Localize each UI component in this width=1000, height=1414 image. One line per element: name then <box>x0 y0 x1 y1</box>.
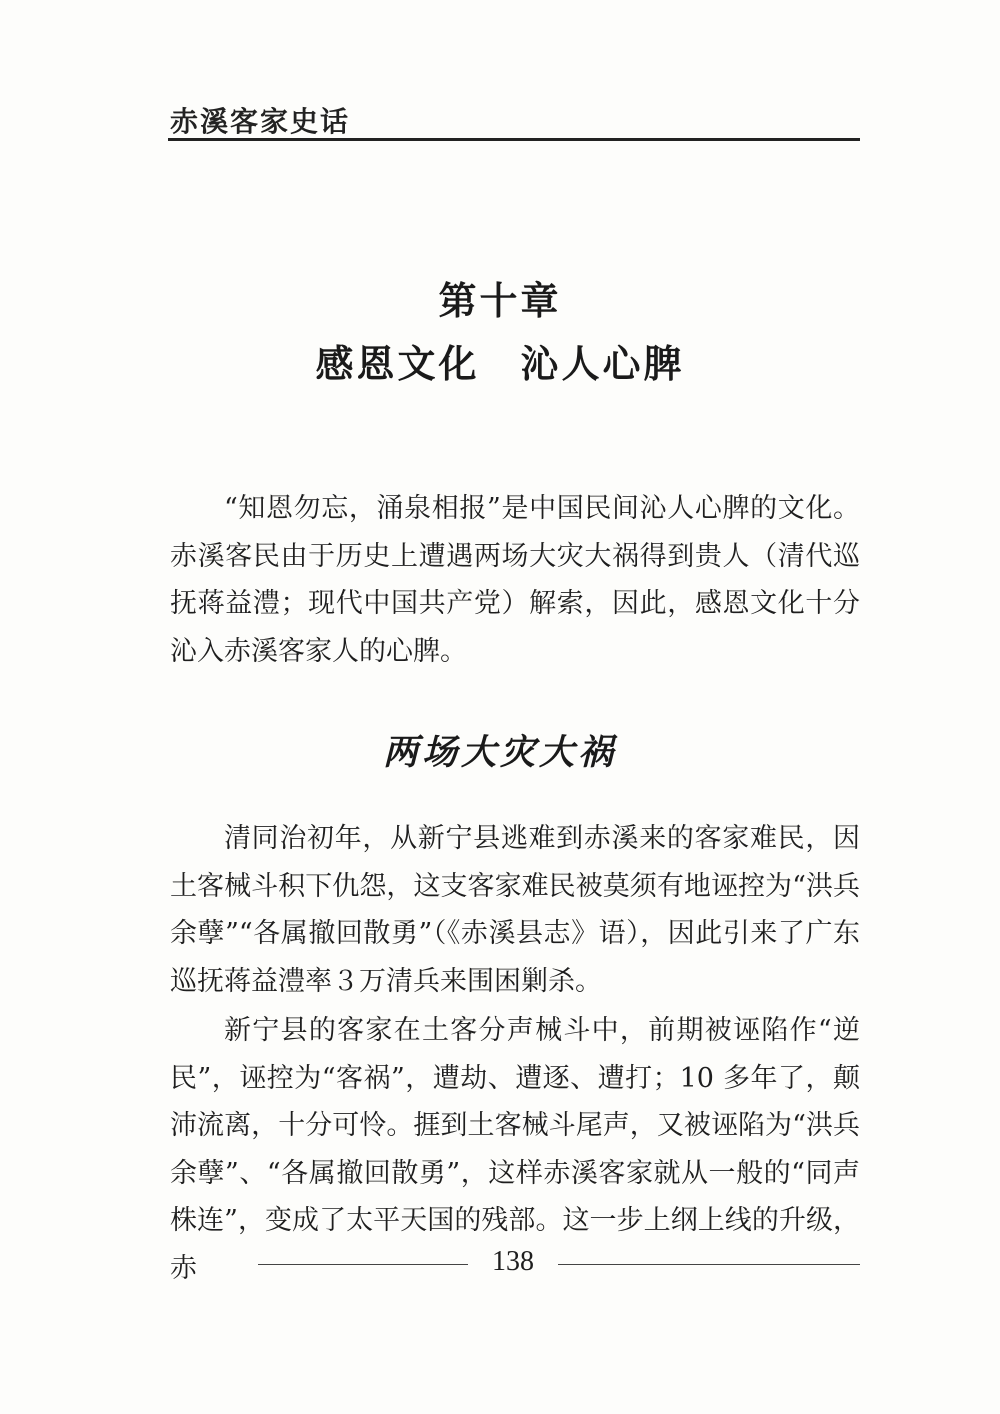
chapter-number: 第十章 <box>438 279 562 323</box>
body-paragraph: 清同治初年，从新宁县逃难到赤溪来的客家难民，因土客械斗积下仇怨，这支客家难民被莫须有地诬控为“洪兵余孽”“各属撤回散勇”（《赤溪县志》语），因此引来了广东巡抚蒋益澧率３万清兵来围困剿杀。 <box>170 823 860 997</box>
footer-rule-right <box>558 1264 860 1265</box>
page-number: 138 <box>492 1246 534 1277</box>
chapter-title: 感恩文化 沁人心脾 <box>315 342 685 386</box>
running-head-title: 赤溪客家史话 <box>170 105 351 138</box>
body-paragraph: 新宁县的客家在土客分声械斗中，前期被诬陷作“逆民”，诬控为“客祸”，遭劫、遭逐、遭打；10 多年了，颠沛流离，十分可怜。捱到土客械斗尾声，又被诬陷为“洪兵余孽”、“各属撤回散勇”，这样赤溪客家就从一般的“同声株连”，变成了太平天国的残部。这一步上纲上线的升级，赤 <box>170 1015 860 1284</box>
section-heading: 两场大灾大祸 <box>382 732 617 773</box>
header-rule <box>168 138 860 141</box>
intro-paragraph: “知恩勿忘，涌泉相报”是中国民间沁人心脾的文化。赤溪客民由于历史上遭遇两场大灾大祸得到贵人（清代巡抚蒋益澧；现代中国共产党）解索，因此，感恩文化十分沁入赤溪客家人的心脾。 <box>170 493 860 667</box>
page-footer <box>258 1244 860 1284</box>
footer-rule-left <box>258 1264 468 1265</box>
